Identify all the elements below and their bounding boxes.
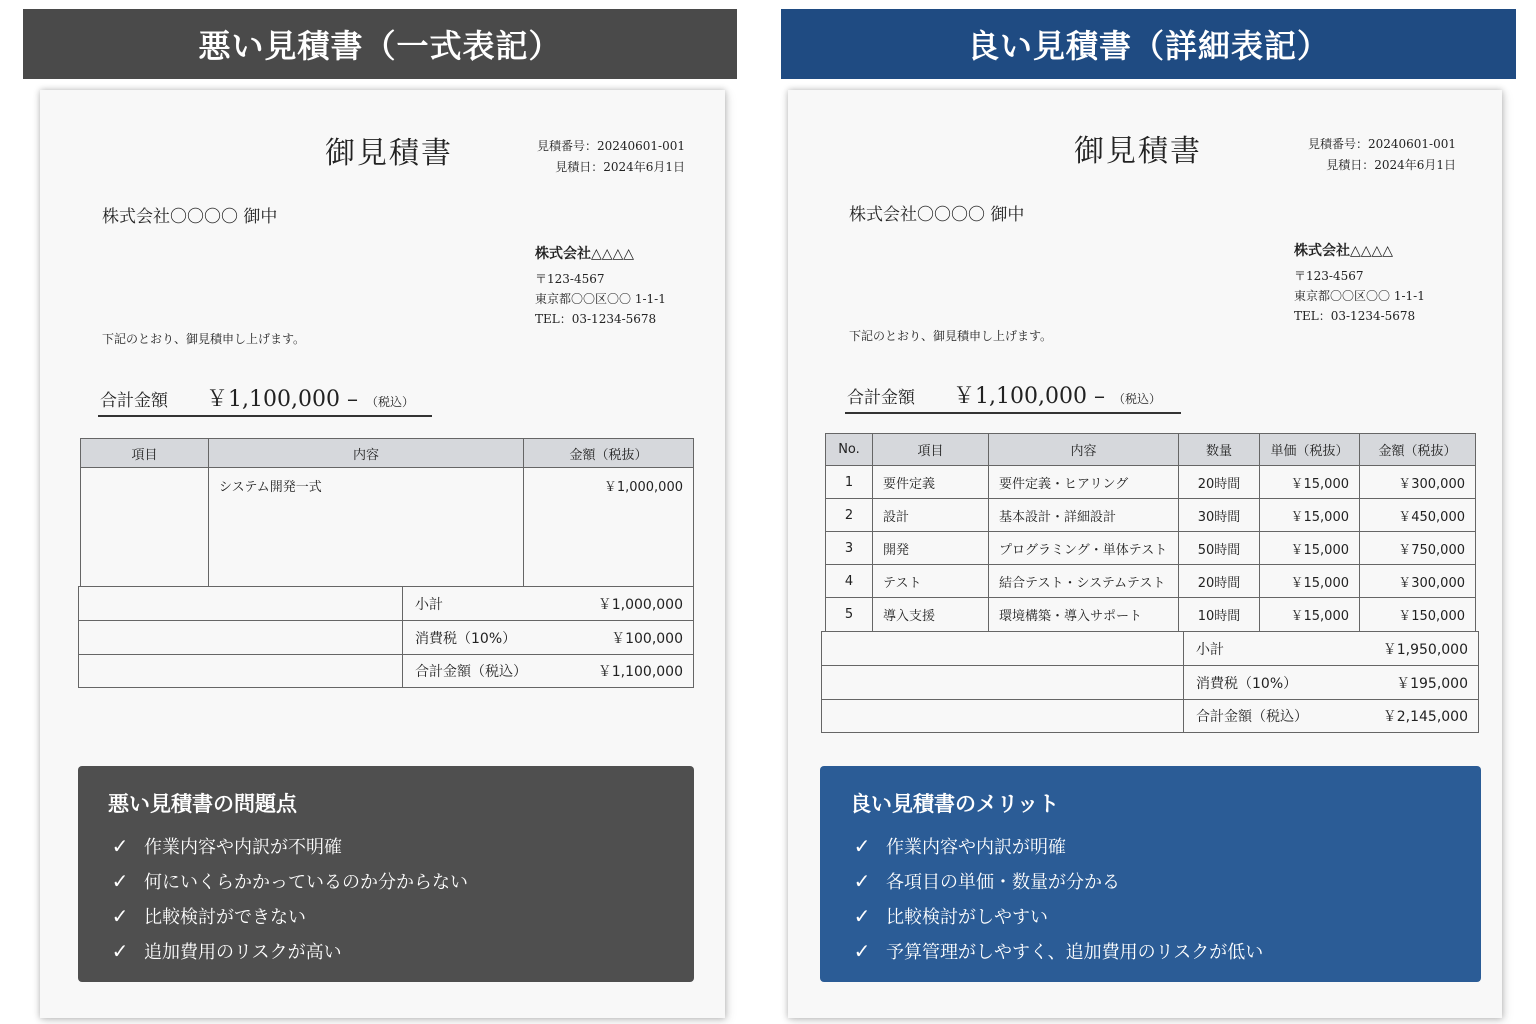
merit-item [850,863,1451,898]
estimate-number: 見積番号：20240601-001 [536,139,685,153]
check-icon: ✓ [111,868,129,893]
issuer-postal: 〒123-4567 [535,272,605,286]
check-icon: ✓ [111,833,129,858]
table-cell-item: 導入支援 [872,597,989,632]
bad-total-line [98,382,432,417]
tax-value: ￥195,000 [1396,675,1468,692]
subtotal-value: ￥1,950,000 [1382,641,1468,658]
tax-value: ￥100,000 [611,630,683,647]
table-cell-amount: ￥300,000 [1359,564,1476,598]
table-cell-no: 3 [825,531,873,565]
table-cell-item: テスト [872,564,989,598]
bad-estimate-banner: 悪い見積書（一式表記） [23,9,737,79]
summary-blank-cell [78,620,403,655]
issuer-name: 株式会社△△△△ [1294,243,1394,259]
table-cell-no: 1 [825,465,873,499]
issuer-address: 東京都〇〇区〇〇 1-1-1 [535,292,666,306]
summary-subtotal [402,586,694,621]
total-label: 合計金額 [847,388,915,408]
table-cell-no: 5 [825,597,873,632]
problems-title: 悪い見積書の問題点 [108,792,297,816]
table-cell-no: 4 [825,564,873,598]
good-estimate-banner: 良い見積書（詳細表記） [781,9,1516,79]
table-cell-amount: ￥300,000 [1359,465,1476,499]
table-header-item: 項目 [80,438,209,468]
subtotal-value: ￥1,000,000 [597,596,683,613]
bad-doc-meta [537,136,685,178]
check-icon: ✓ [853,903,871,928]
check-icon: ✓ [853,833,871,858]
problem-text: 追加費用のリスクが高い [144,941,342,963]
table-cell-content: システム開発一式 [208,467,524,587]
merit-text: 比較検討がしやすい [886,906,1048,928]
problem-item [108,933,664,968]
table-header-no: No. [825,433,873,466]
tax-label: 消費税（10%） [1196,675,1298,692]
problem-text: 比較検討ができない [144,906,306,928]
merit-item [850,898,1451,933]
grand-total-value: ￥1,100,000 [597,664,683,680]
summary-blank-cell [821,699,1184,733]
good-issuer-block [1294,241,1425,326]
table-cell-unit-price: ￥15,000 [1259,597,1360,632]
issuer-name: 株式会社△△△△ [535,246,635,262]
summary-grand-total [1183,699,1479,733]
bad-problems-box [78,766,694,982]
estimate-date: 見積日：2024年6月1日 [555,160,685,174]
issuer-address: 東京都〇〇区〇〇 1-1-1 [1294,289,1425,303]
check-icon: ✓ [111,903,129,928]
table-header-content: 内容 [988,433,1179,466]
issuer-tel: TEL：03-1234-5678 [535,312,657,326]
merit-text: 各項目の単価・数量が分かる [886,871,1120,893]
total-label: 合計金額 [100,391,168,411]
summary-grand-total [402,654,694,688]
grand-total-label: 合計金額（税込） [1196,709,1308,725]
table-header-unit-price: 単価（税抜） [1259,433,1360,466]
check-icon: ✓ [853,938,871,963]
bad-client-name: 株式会社〇〇〇〇 御中 [102,207,278,227]
table-cell-item: 要件定義 [872,465,989,499]
table-cell-content: プログラミング・単体テスト [988,531,1179,565]
tax-label: 消費税（10%） [415,630,517,647]
estimate-number: 見積番号：20240601-001 [1307,137,1456,151]
issuer-tel: TEL：03-1234-5678 [1294,309,1416,323]
problem-item [108,828,664,863]
table-header-qty: 数量 [1178,433,1260,466]
check-icon: ✓ [111,938,129,963]
good-intro-text: 下記のとおり、御見積申し上げます。 [849,329,1053,343]
good-merits-box [820,766,1481,982]
problem-text: 何にいくらかかっているのか分からない [144,871,468,893]
bad-doc-title: 御見積書 [325,136,453,171]
subtotal-label: 小計 [1196,641,1224,658]
merit-text: 予算管理がしやすく、追加費用のリスクが低い [886,941,1264,963]
summary-blank-cell [78,654,403,688]
subtotal-label: 小計 [415,596,443,613]
merit-item [850,828,1451,863]
table-cell-item [80,467,209,587]
bad-issuer-block [535,244,666,329]
table-cell-unit-price: ￥15,000 [1259,531,1360,565]
table-cell-content: 基本設計・詳細設計 [988,498,1179,532]
good-total-line [845,379,1181,414]
total-amount: ￥1,100,000 – [953,384,1105,409]
table-cell-content: 要件定義・ヒアリング [988,465,1179,499]
grand-total-value: ￥2,145,000 [1382,709,1468,725]
total-tax-note: （税込） [1112,392,1161,406]
table-header-amount: 金額（税抜） [523,438,694,468]
table-cell-unit-price: ￥15,000 [1259,564,1360,598]
table-cell-unit-price: ￥15,000 [1259,498,1360,532]
problem-text: 作業内容や内訳が不明確 [144,836,342,858]
summary-subtotal [1183,631,1479,666]
bad-intro-text: 下記のとおり、御見積申し上げます。 [102,332,306,346]
table-cell-qty: 20時間 [1178,465,1260,499]
merit-item [850,933,1451,968]
table-cell-amount: ￥450,000 [1359,498,1476,532]
total-tax-note: （税込） [365,395,414,409]
table-cell-amount: ￥750,000 [1359,531,1476,565]
problem-item [108,898,664,933]
table-header-content: 内容 [208,438,524,468]
good-doc-meta [1308,134,1456,176]
table-cell-unit-price: ￥15,000 [1259,465,1360,499]
table-cell-qty: 50時間 [1178,531,1260,565]
good-client-name: 株式会社〇〇〇〇 御中 [849,205,1025,225]
table-cell-content: 結合テスト・システムテスト [988,564,1179,598]
table-cell-item: 開発 [872,531,989,565]
estimate-date: 見積日：2024年6月1日 [1326,158,1456,172]
summary-blank-cell [821,665,1184,700]
issuer-postal: 〒123-4567 [1294,269,1364,283]
table-cell-qty: 20時間 [1178,564,1260,598]
table-header-amount: 金額（税抜） [1359,433,1476,466]
table-header-item: 項目 [872,433,989,466]
check-icon: ✓ [853,868,871,893]
summary-tax [1183,665,1479,700]
table-cell-qty: 30時間 [1178,498,1260,532]
table-cell-no: 2 [825,498,873,532]
merits-title: 良い見積書のメリット [850,792,1060,816]
table-cell-qty: 10時間 [1178,597,1260,632]
summary-tax [402,620,694,655]
table-cell-amount: ￥1,000,000 [523,467,694,587]
total-amount: ￥1,100,000 – [206,387,358,412]
summary-blank-cell [78,586,403,621]
summary-blank-cell [821,631,1184,666]
table-cell-item: 設計 [872,498,989,532]
table-cell-amount: ￥150,000 [1359,597,1476,632]
merit-text: 作業内容や内訳が明確 [886,836,1066,858]
good-doc-title: 御見積書 [1074,134,1202,169]
problem-item [108,863,664,898]
grand-total-label: 合計金額（税込） [415,664,527,680]
table-cell-content: 環境構築・導入サポート [988,597,1179,632]
